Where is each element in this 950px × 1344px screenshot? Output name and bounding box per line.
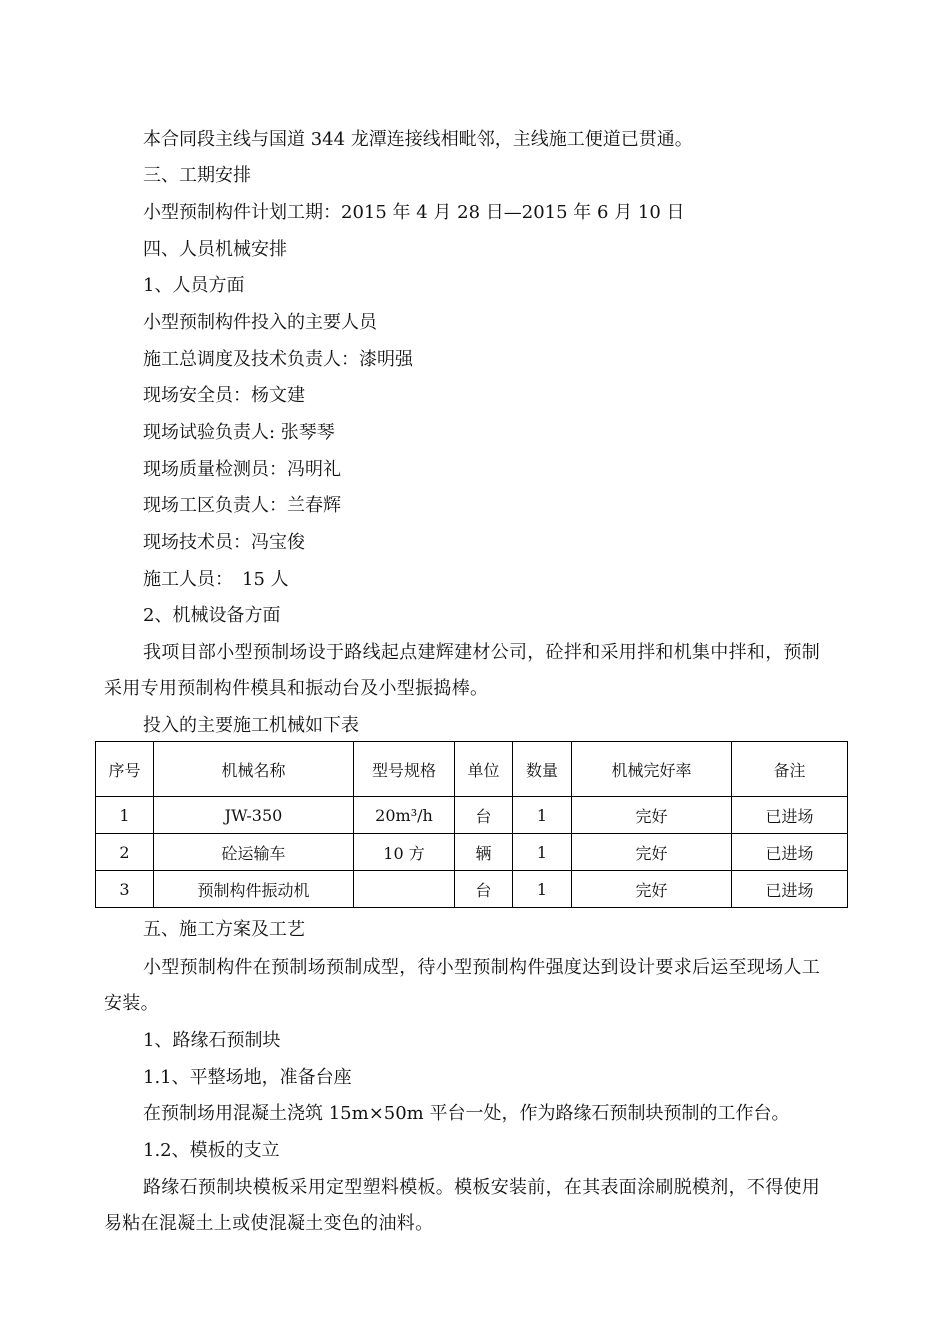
table-cell: 已进场 <box>732 834 848 871</box>
table-cell: 完好 <box>572 797 732 834</box>
machinery-table <box>95 741 848 908</box>
table-cell: 台 <box>455 871 513 908</box>
table-cell: 1 <box>96 797 154 834</box>
subheading-personnel: 1、人员方面 <box>143 275 245 296</box>
table-cell: 1 <box>513 834 572 871</box>
table-header-row <box>96 742 848 797</box>
subheading-formwork: 1.2、模板的支立 <box>143 1140 280 1161</box>
section-heading-schedule: 三、工期安排 <box>143 165 251 186</box>
header-cell: 型号规格 <box>354 742 455 797</box>
table-row <box>96 871 848 908</box>
paragraph-schedule-period: 小型预制构件计划工期：2015 年 4 月 28 日—2015 年 6 月 10 日 <box>143 202 685 223</box>
paragraph-road-connection: 本合同段主线与国道 344 龙潭连接线相毗邻，主线施工便道已贯通。 <box>143 129 693 150</box>
paragraph-table-intro: 投入的主要施工机械如下表 <box>143 715 359 736</box>
table-cell: 台 <box>455 797 513 834</box>
header-cell: 单位 <box>455 742 513 797</box>
personnel-quality: 现场质量检测员：冯明礼 <box>143 459 341 480</box>
header-cell: 序号 <box>96 742 154 797</box>
personnel-dispatcher: 施工总调度及技术负责人：漆明强 <box>143 349 413 370</box>
section-heading-construction-plan: 五、施工方案及工艺 <box>143 919 305 940</box>
table-cell: 1 <box>513 797 572 834</box>
subheading-leveling: 1.1、平整场地，准备台座 <box>143 1067 352 1088</box>
table-cell: 已进场 <box>732 871 848 908</box>
paragraph-prefab-yard: 我项目部小型预制场设于路线起点建辉建材公司，砼拌和采用拌和机集中拌和，预制采用专用预制构件模具和振动台及小型振捣棒。 <box>104 642 821 699</box>
table-cell: JW-350 <box>154 797 354 834</box>
section-heading-personnel-machinery: 四、人员机械安排 <box>143 239 287 260</box>
table-row <box>96 797 848 834</box>
paragraph-platform: 在预制场用混凝土浇筑 15m×50m 平台一处，作为路缘石预制块预制的工作台。 <box>143 1103 790 1124</box>
table-cell: 已进场 <box>732 797 848 834</box>
table-cell: 砼运输车 <box>154 834 354 871</box>
table-cell: 10 方 <box>354 834 455 871</box>
personnel-work-area: 现场工区负责人：兰春辉 <box>143 495 341 516</box>
table-row <box>96 834 848 871</box>
table-cell: 完好 <box>572 871 732 908</box>
personnel-technician: 现场技术员：冯宝俊 <box>143 532 305 553</box>
paragraph-prefab-process: 小型预制构件在预制场预制成型，待小型预制构件强度达到设计要求后运至现场人工安装。 <box>104 957 821 1014</box>
personnel-workers: 施工人员： 15 人 <box>143 569 289 590</box>
header-cell: 备注 <box>732 742 848 797</box>
header-cell: 数量 <box>513 742 572 797</box>
table-cell: 预制构件振动机 <box>154 871 354 908</box>
paragraph-formwork: 路缘石预制块模板采用定型塑料模板。模板安装前，在其表面涂刷脱模剂，不得使用易粘在混凝土上或使混凝土变色的油料。 <box>104 1177 821 1234</box>
header-cell: 机械完好率 <box>572 742 732 797</box>
table-cell: 辆 <box>455 834 513 871</box>
table-cell: 3 <box>96 871 154 908</box>
table-cell <box>354 871 455 908</box>
personnel-testing: 现场试验负责人: 张琴琴 <box>143 422 335 443</box>
table-cell: 完好 <box>572 834 732 871</box>
subheading-machinery: 2、机械设备方面 <box>143 605 281 626</box>
table-cell: 1 <box>513 871 572 908</box>
personnel-safety: 现场安全员：杨文建 <box>143 385 305 406</box>
table-cell: 2 <box>96 834 154 871</box>
paragraph-main-personnel: 小型预制构件投入的主要人员 <box>143 312 377 333</box>
table-cell: 20m³/h <box>354 797 455 834</box>
header-cell: 机械名称 <box>154 742 354 797</box>
subheading-curb-stone: 1、路缘石预制块 <box>143 1030 281 1051</box>
